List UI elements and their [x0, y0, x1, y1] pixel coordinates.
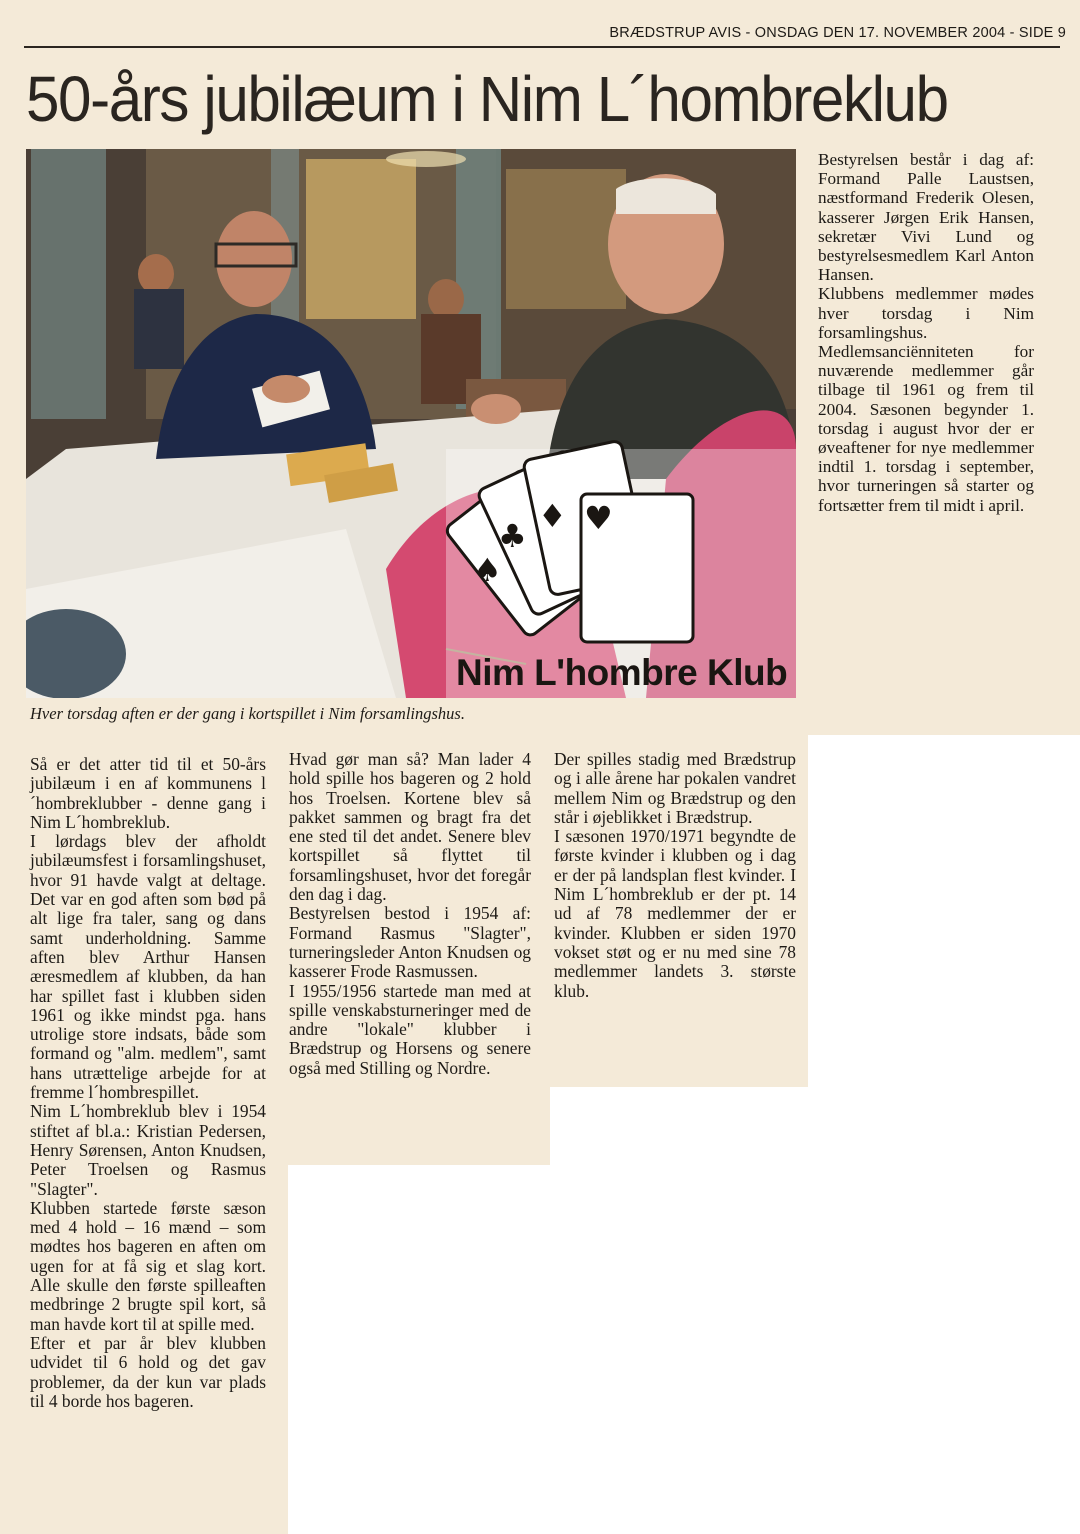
svg-text:♣: ♣ [498, 517, 527, 555]
sidebar-paragraph: Bestyrelsen består i dag af: Formand Palle Laustsen, næstformand Frederik Olesen, kasserer Jørgen Erik Hansen, sekretær Vivi Lund og bestyrelsesmedlem Karl Anton Hansen. [818, 150, 1034, 285]
photo-caption: Hver torsdag aften er der gang i kortspillet i Nim forsamlingshus. [30, 704, 465, 723]
article-column-3 [554, 750, 796, 1001]
header-rule [24, 46, 1060, 48]
article-photo [26, 149, 796, 698]
column2-paragraph: Bestyrelsen bestod i 1954 af: Formand Rasmus "Slagter", turneringsleder Anton Knudsen og kasserer Frode Rasmussen. [289, 903, 531, 982]
svg-text:♥: ♥ [584, 499, 613, 537]
column3-paragraph: I sæsonen 1970/1971 begyndte de første kvinder i klubben og i dag er der på landsplan flest kvinder. I Nim L´hombreklub er der pt. 14 ud af 78 medlemmer der er kvinder. Klubben er siden 1970 vokset støt og er nu med sine 78 medlemmer landets 3. største klub. [554, 826, 796, 1001]
column1-paragraph: Efter et par år blev klubben udvidet til 6 hold og det gav problemer, da der kun var plads til 4 borde hos bageren. [30, 1332, 266, 1411]
article-column-2 [289, 750, 531, 1078]
column2-paragraph: Hvad gør man så? Man lader 4 hold spille hos bageren og 2 hold hos Troelsen. Kortene blev så pakket sammen og bragt fra det ene sted til det andet. Senere blev kortspillet så flyttet til forsamlingshuset, hvor det foregår den dag i dag. [289, 749, 531, 905]
photo-scene [26, 149, 796, 698]
column2-paragraph: I 1955/1956 startede man med at spille venskabsturneringer med de andre "lokale" klubber i Brædstrup og Horsens og senere også med Stilling og Nordre. [289, 980, 531, 1078]
sidebar-column [818, 150, 1034, 515]
column1-paragraph: I lørdags blev der afholdt jubilæumsfest i forsamlingshuset, hvor 91 havde valgt at deltage. Det var en god aften som bød på alt lige fra taler, sang og dans samt underholdning. Samme aften blev Arthur Hansen æresmedlem af klubben, da han har spillet fast i klubben siden 1961 og ikke mindst pga. hans utrolige store indsats, både som formand og "alm. medlem", samt hans utrættelige arbejde for at fremme l´hombrespillet. [30, 831, 266, 1103]
club-logo-text: Nim L'hombre Klub [456, 652, 788, 693]
column1-paragraph: Så er det atter tid til et 50-års jubilæum i en af kommunens l´hombreklubber - denne gang i Nim L´hombreklub. [30, 754, 266, 832]
sidebar-paragraph: Klubbens medlemmer mødes hver torsdag i Nim forsamlingshus. Medlemsanciënniteten for nuværende medlemmer går tilbage til 1961 og frem til 2004. Sæsonen begynder 1. torsdag i august hvor der er øveaftener for nye medlemmer indtil 1. torsdag i september, hvor turneringen så starter og fortsætter frem til midt i april. [818, 284, 1034, 515]
article-column-1 [30, 755, 266, 1411]
svg-text:♦: ♦ [538, 497, 567, 535]
column1-paragraph: Nim L´hombreklub blev i 1954 stiftet af bl.a.: Kristian Pedersen, Henry Sørensen, Anton Knudsen, Peter Troelsen og Rasmus "Slagter". [30, 1101, 266, 1199]
page-header: BRÆDSTRUP AVIS - ONSDAG DEN 17. NOVEMBER 2004 - SIDE 9 [609, 25, 1066, 41]
article-headline: 50-års jubilæum i Nim L´hombreklub [26, 63, 948, 135]
column1-paragraph: Klubben startede første sæson med 4 hold – 16 mænd – som mødtes hos bageren en aften om ugen for at få sig et slag kort. Alle skulle den første spilleaften medbringe 2 brugte spil kort, så man havde kort til at spille med. [30, 1197, 266, 1334]
svg-text:♠: ♠ [473, 551, 502, 589]
column3-paragraph: Der spilles stadig med Brædstrup og i alle årene har pokalen vandret mellem Nim og Brædstrup og den står i øjeblikket i Brædstrup. [554, 749, 796, 827]
